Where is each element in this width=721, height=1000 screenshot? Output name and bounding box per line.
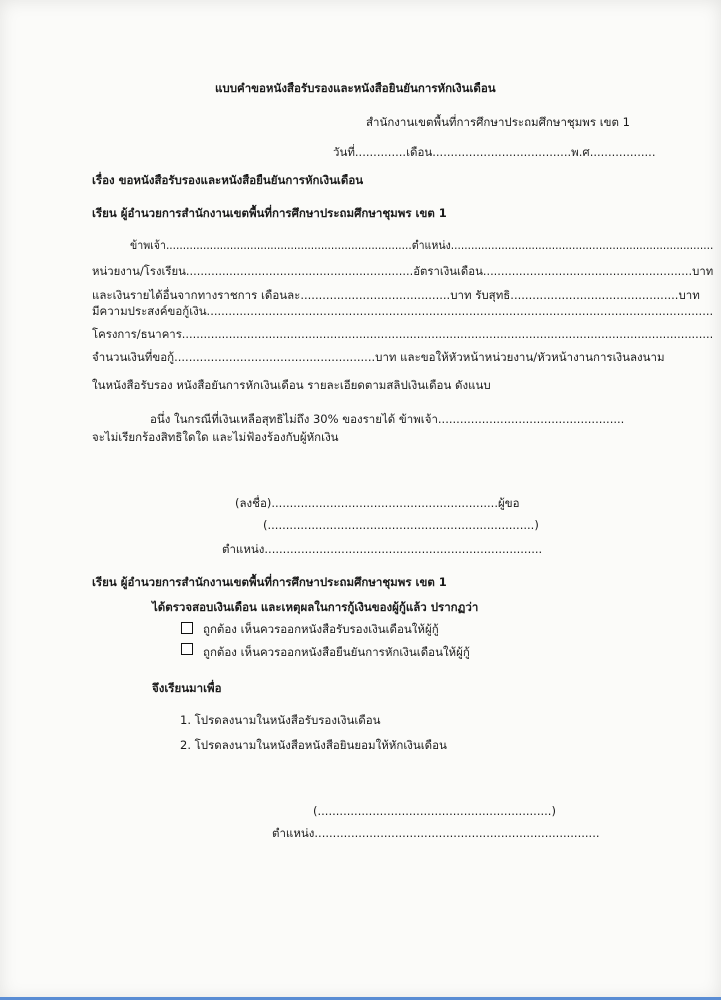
- salutation-line-2: เรียน ผู้อำนวยการสำนักงานเขตพื้นที่การศึกษาประถมศึกษาชุมพร เขต 1: [92, 575, 447, 589]
- option-2-label: ถูกต้อง เห็นควรออกหนังสือยืนยันการหักเงินเดือนให้ผู้กู้: [203, 645, 470, 659]
- option-2-checkbox[interactable]: [181, 643, 193, 655]
- option-1-label: ถูกต้อง เห็นควรออกหนังสือรับรองเงินเดือนให้ผู้กู้: [203, 622, 439, 636]
- approver-name: (................................................................): [313, 804, 556, 818]
- note-line-2: จะไม่เรียกร้องสิทธิใดใด และไม่ฟ้องร้องกับผู้หักเงิน: [92, 430, 339, 444]
- option-1-checkbox[interactable]: [181, 622, 193, 634]
- applicant-name: (.........................................................................): [263, 518, 539, 532]
- salutation-line: เรียน ผู้อำนวยการสำนักงานเขตพื้นที่การศึกษาประถมศึกษาชุมพร เขต 1: [92, 206, 447, 220]
- request-item-2: 2. โปรดลงนามในหนังสือหนังสือยินยอมให้หักเงินเดือน: [180, 738, 447, 752]
- form-line-purpose: มีความประสงค์ขอกู้เงิน...........................................................................................................................................: [92, 304, 714, 318]
- office-name: สำนักงานเขตพื้นที่การศึกษาประถมศึกษาชุมพร เขต 1: [366, 115, 630, 129]
- applicant-signature: (ลงชื่อ)..............................................................ผู้ขอ: [235, 496, 520, 510]
- form-line-income: และเงินรายได้อื่นจากทางราชการ เดือนละ.........................................บาท รับสุทธิ..............................................บาท: [92, 288, 700, 302]
- form-line-amount: จำนวนเงินที่ขอกู้.......................................................บาท และขอให้หัวหน้าหน่วยงาน/หัวหน้างานการเงินลงนาม: [92, 350, 665, 364]
- form-line-attachment: ในหนังสือรับรอง หนังสือยันการหักเงินเดือน รายละเอียดตามสลิปเงินเดือน ดังแนบ: [92, 378, 491, 392]
- note-line-1: อนึ่ง ในกรณีที่เงินเหลือสุทธิไม่ถึง 30% ของรายได้ ข้าพเจ้า...................................................: [150, 412, 625, 426]
- form-line-project: โครงการ/ธนาคาร...................................................................................................................................................: [92, 327, 714, 341]
- applicant-position: ตำแหน่ง............................................................................: [222, 542, 543, 556]
- form-line-applicant: ข้าพเจ้า.........................................................................ตำแหน่ง..............................................................................: [130, 238, 714, 252]
- verification-line: ได้ตรวจสอบเงินเดือน และเหตุผลในการกู้เงินของผู้กู้แล้ว ปรากฏว่า: [152, 600, 479, 614]
- approver-position: ตำแหน่ง..............................................................................: [272, 826, 600, 840]
- request-heading: จึงเรียนมาเพื่อ: [152, 681, 222, 695]
- request-item-1: 1. โปรดลงนามในหนังสือรับรองเงินเดือน: [180, 713, 381, 727]
- document-title: แบบคำขอหนังสือรับรองและหนังสือยินยันการหักเงินเดือน: [215, 81, 496, 95]
- form-line-agency: หน่วยงาน/โรงเรียน...............................................................อัตราเงินเดือน..........................................................บาท: [92, 264, 714, 278]
- subject-line: เรื่อง ขอหนังสือรับรองและหนังสือยืนยันการหักเงินเดือน: [92, 173, 364, 187]
- date-line: วันที่..............เดือน......................................พ.ศ..................: [333, 145, 656, 159]
